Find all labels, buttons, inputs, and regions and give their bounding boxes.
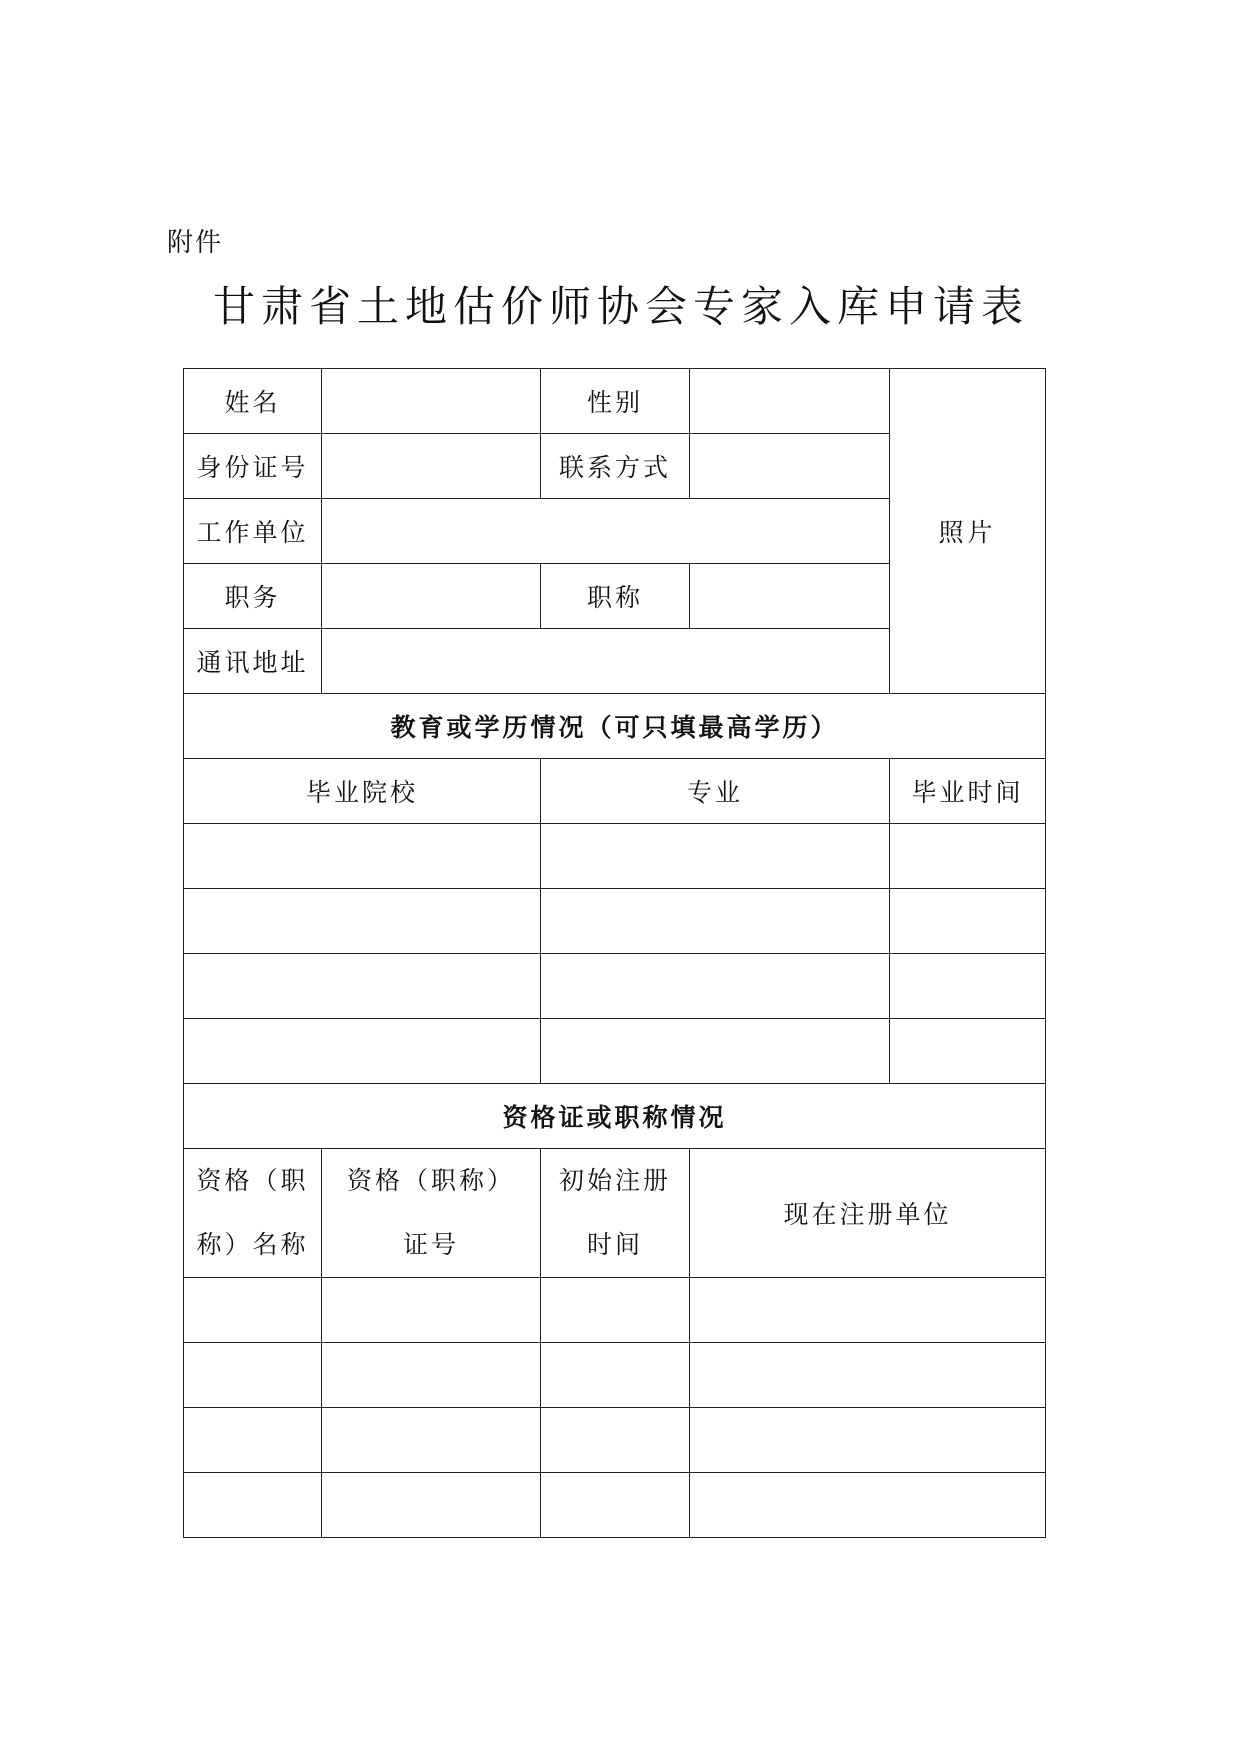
employer-field[interactable] xyxy=(322,499,890,564)
initial-registration-column-header xyxy=(541,1149,690,1278)
attachment-label: 附件 xyxy=(167,228,224,258)
initial-registration-cell[interactable] xyxy=(541,1343,690,1408)
education-row xyxy=(184,889,1046,954)
initial-registration-header-line1: 初始注册 xyxy=(558,1166,671,1195)
education-row xyxy=(184,954,1046,1019)
education-row xyxy=(184,1019,1046,1084)
major-cell[interactable] xyxy=(541,954,890,1019)
name-label: 姓名 xyxy=(184,369,322,434)
qualification-row xyxy=(184,1408,1046,1473)
id-number-field[interactable] xyxy=(322,434,541,499)
education-section-title: 教育或学历情况（可只填最高学历） xyxy=(184,694,1046,759)
education-row xyxy=(184,824,1046,889)
certificate-number-cell[interactable] xyxy=(322,1408,541,1473)
id-number-label: 身份证号 xyxy=(184,434,322,499)
qualification-name-cell[interactable] xyxy=(184,1278,322,1343)
contact-field[interactable] xyxy=(690,434,890,499)
graduation-date-cell[interactable] xyxy=(890,1019,1046,1084)
initial-registration-cell[interactable] xyxy=(541,1408,690,1473)
school-cell[interactable] xyxy=(184,1019,541,1084)
current-registration-unit-cell[interactable] xyxy=(690,1343,1046,1408)
position-field[interactable] xyxy=(322,564,541,629)
current-registration-unit-cell[interactable] xyxy=(690,1278,1046,1343)
form-title: 甘肃省土地估价师协会专家入库申请表 xyxy=(212,282,1029,331)
qualification-row xyxy=(184,1343,1046,1408)
gender-field[interactable] xyxy=(690,369,890,434)
qualification-name-header-line2: 称）名称 xyxy=(196,1230,309,1259)
qualification-row xyxy=(184,1278,1046,1343)
professional-title-field[interactable] xyxy=(690,564,890,629)
initial-registration-cell[interactable] xyxy=(541,1278,690,1343)
certificate-number-header-line1: 资格（职称） xyxy=(346,1166,515,1195)
current-registration-unit-column-header: 现在注册单位 xyxy=(690,1149,1046,1278)
address-label: 通讯地址 xyxy=(184,629,322,694)
qualification-name-header-line1: 资格（职 xyxy=(196,1166,309,1195)
position-label: 职务 xyxy=(184,564,322,629)
address-field[interactable] xyxy=(322,629,890,694)
initial-registration-cell[interactable] xyxy=(541,1473,690,1538)
qualification-row xyxy=(184,1473,1046,1538)
name-field[interactable] xyxy=(322,369,541,434)
major-cell[interactable] xyxy=(541,1019,890,1084)
major-cell[interactable] xyxy=(541,889,890,954)
qualification-name-cell[interactable] xyxy=(184,1473,322,1538)
photo-box[interactable]: 照片 xyxy=(890,369,1046,694)
application-form-table xyxy=(183,368,1045,1557)
graduation-date-cell[interactable] xyxy=(890,824,1046,889)
current-registration-unit-cell[interactable] xyxy=(690,1408,1046,1473)
graduation-date-cell[interactable] xyxy=(890,889,1046,954)
major-column-header: 专业 xyxy=(541,759,890,824)
certificate-number-cell[interactable] xyxy=(322,1278,541,1343)
gender-label: 性别 xyxy=(541,369,690,434)
graduation-date-cell[interactable] xyxy=(890,954,1046,1019)
certificate-number-cell[interactable] xyxy=(322,1473,541,1538)
current-registration-unit-cell[interactable] xyxy=(690,1473,1046,1538)
school-cell[interactable] xyxy=(184,824,541,889)
certificate-number-cell[interactable] xyxy=(322,1343,541,1408)
major-cell[interactable] xyxy=(541,824,890,889)
initial-registration-header-line2: 时间 xyxy=(586,1230,643,1259)
professional-title-label: 职称 xyxy=(541,564,690,629)
graduation-date-column-header: 毕业时间 xyxy=(890,759,1046,824)
school-column-header: 毕业院校 xyxy=(184,759,541,824)
school-cell[interactable] xyxy=(184,954,541,1019)
qualification-name-cell[interactable] xyxy=(184,1408,322,1473)
certificate-number-column-header xyxy=(322,1149,541,1278)
qualification-name-cell[interactable] xyxy=(184,1343,322,1408)
qualification-section-title: 资格证或职称情况 xyxy=(184,1084,1046,1149)
qualification-name-column-header xyxy=(184,1149,322,1278)
employer-label: 工作单位 xyxy=(184,499,322,564)
contact-label: 联系方式 xyxy=(541,434,690,499)
certificate-number-header-line2: 证号 xyxy=(402,1230,459,1259)
school-cell[interactable] xyxy=(184,889,541,954)
